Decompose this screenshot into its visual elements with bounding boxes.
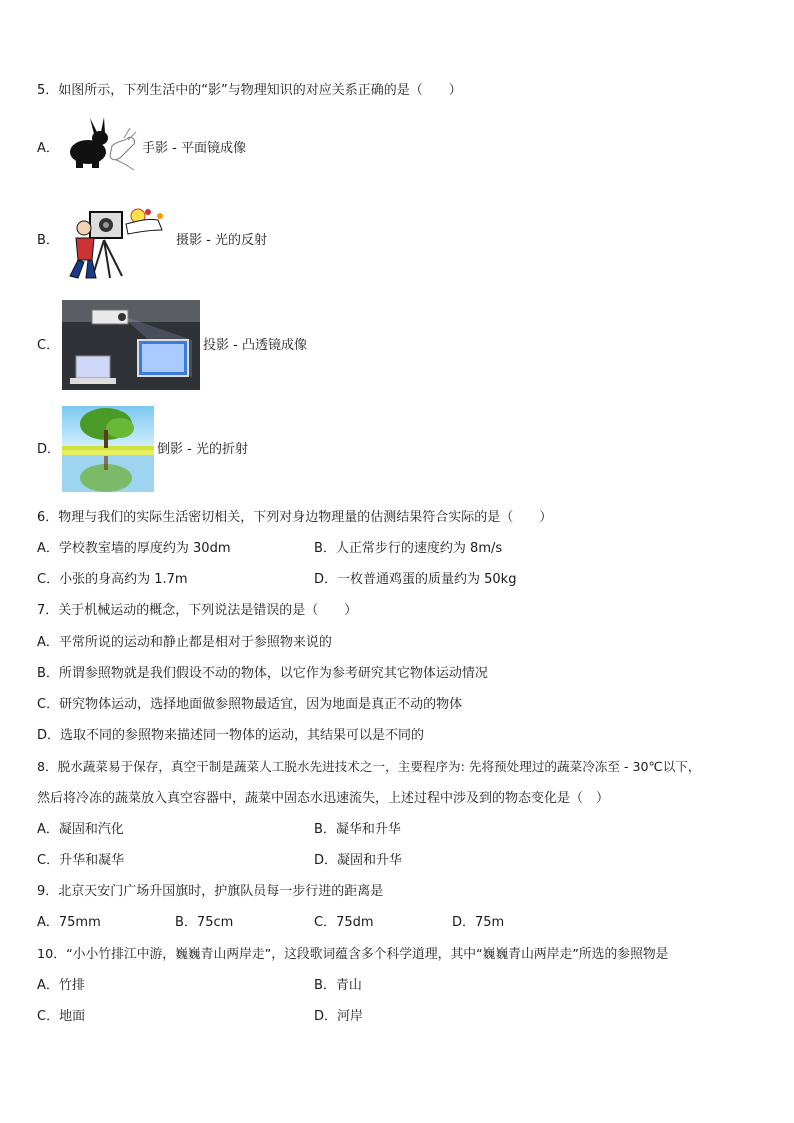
q6-option-c: C．小张的身高约为 1.7m	[37, 572, 188, 587]
q6-option-d: D．一枚普通鸡蛋的质量约为 50kg	[314, 572, 517, 587]
q6-stem: 6．物理与我们的实际生活密切相关，下列对身边物理量的估测结果符合实际的是（ ）	[37, 510, 553, 525]
q5-option-d-text: 倒影 - 光的折射	[157, 442, 248, 457]
q5-option-d-letter: D．	[37, 442, 61, 457]
q9-option-a: A．75mm	[37, 915, 101, 930]
q5-stem: 5．如图所示，下列生活中的“影”与物理知识的对应关系正确的是（ ）	[37, 83, 462, 98]
q7-option-d: D．选取不同的参照物来描述同一物体的运动，其结果可以是不同的	[37, 728, 425, 743]
q7-option-c: C．研究物体运动，选择地面做参照物最适宜，因为地面是真正不动的物体	[37, 697, 463, 712]
q8-option-d: D．凝固和升华	[314, 853, 403, 868]
q5-option-a-text: 手影 - 平面镜成像	[142, 141, 246, 156]
q5-option-b-letter: B．	[37, 233, 59, 248]
q7-stem: 7．关于机械运动的概念，下列说法是错误的是（ ）	[37, 603, 358, 618]
q5-option-b-text: 摄影 - 光的反射	[176, 233, 267, 248]
q10-option-b: B．青山	[314, 978, 362, 993]
q9-stem: 9．北京天安门广场升国旗时，护旗队员每一步行进的距离是	[37, 884, 384, 899]
q7-option-a: A．平常所说的运动和静止都是相对于参照物来说的	[37, 635, 332, 650]
q5-option-c-text: 投影 - 凸透镜成像	[203, 338, 307, 353]
q9-option-c: C．75dm	[314, 915, 374, 930]
q10-option-d: D．河岸	[314, 1009, 364, 1024]
tree-reflection-image	[62, 406, 154, 492]
q8-option-a: A．凝固和汽化	[37, 822, 124, 837]
q9-option-b: B．75cm	[175, 915, 234, 930]
q10-option-a: A．竹排	[37, 978, 85, 993]
q5-option-a-letter: A．	[37, 141, 59, 156]
q9-option-d: D．75m	[452, 915, 505, 930]
q7-option-b: B．所谓参照物就是我们假设不动的物体，以它作为参考研究其它物体运动情况	[37, 666, 488, 681]
q10-stem: 10．“小小竹排江中游，巍巍青山两岸走”，这段歌词蕴含多个科学道理，其中“巍巍青山两岸走”所选的参照物是	[37, 947, 669, 962]
q6-option-a: A．学校教室墙的厚度约为 30dm	[37, 541, 231, 556]
q10-option-c: C．地面	[37, 1009, 86, 1024]
q8-option-b: B．凝华和升华	[314, 822, 401, 837]
q8-stem-line2: 然后将冷冻的蔬菜放入真空容器中，蔬菜中固态水迅速流失，上述过程中涉及到的物态变化是（ ）	[37, 791, 610, 806]
projector-image	[62, 300, 200, 390]
q6-option-b: B．人正常步行的速度约为 8m/s	[314, 541, 503, 556]
q5-option-c-letter: C．	[37, 338, 60, 353]
q8-stem-line1: 8．脱水蔬菜易于保存，真空干制是蔬菜人工脱水先进技术之一，主要程序为: 先将预处理过的蔬菜冷冻至 - 30℃以下，	[37, 759, 701, 774]
photographer-image	[64, 204, 172, 282]
rabbit-shadow-image	[64, 116, 140, 178]
q8-option-c: C．升华和凝华	[37, 853, 125, 868]
